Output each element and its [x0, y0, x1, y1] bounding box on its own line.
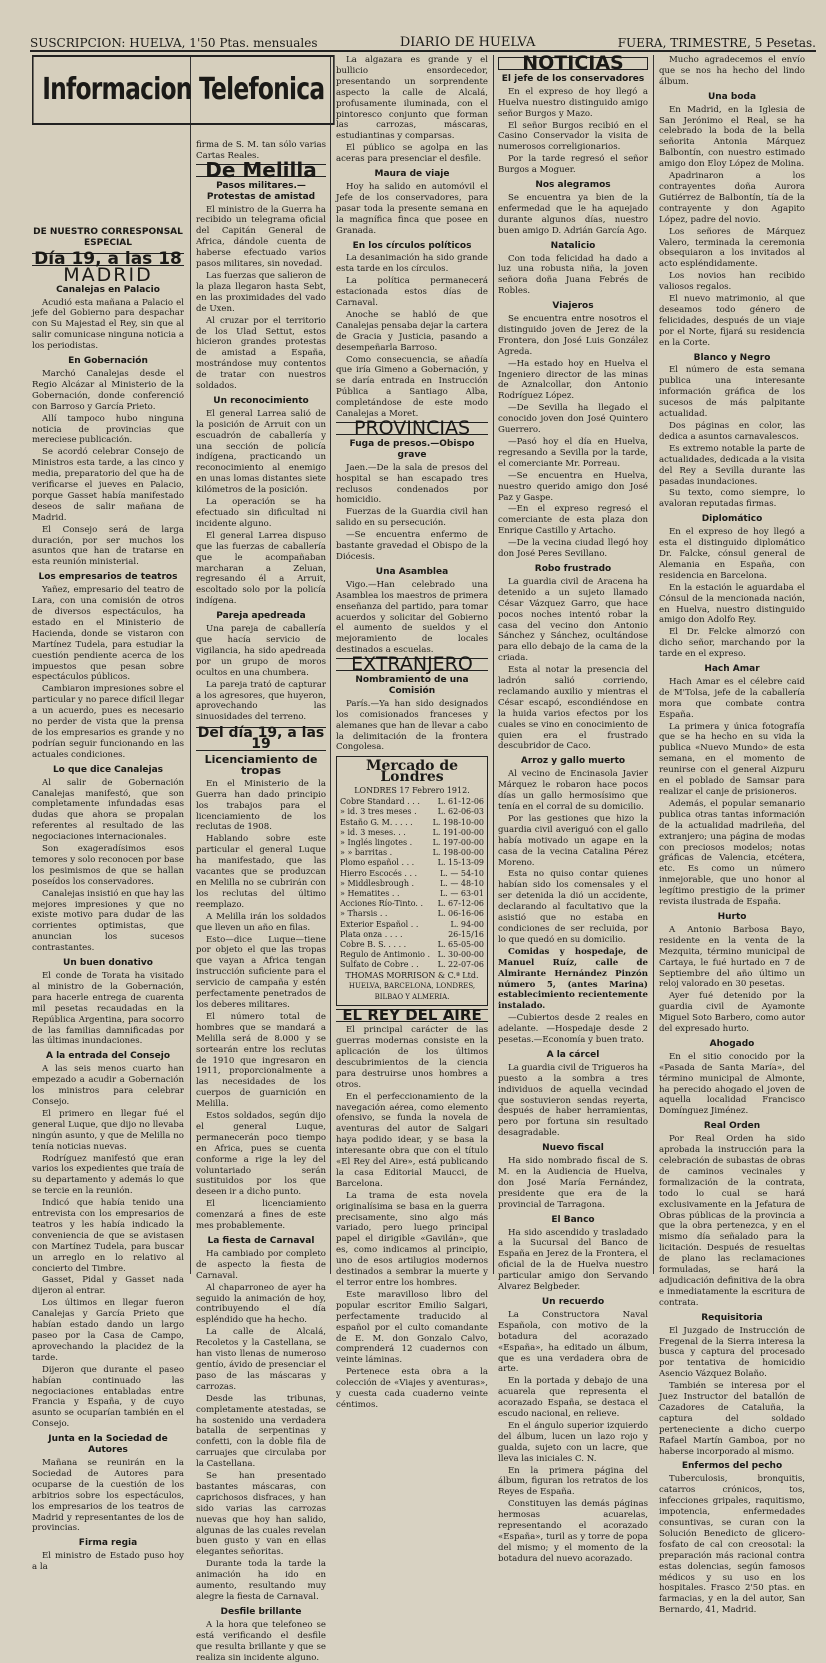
paragraph: La guardia civil de Aracena ha detenido a un sujeto llamado César Vázquez Garro, que hace pocos noches intentó robar la casa del vecino don Antonio Sánchez y Sánchez, ocultándose para ello debajo de la cama de la criada.: [498, 576, 648, 664]
masthead-spacer: [32, 127, 184, 223]
market-row: [340, 950, 484, 960]
paragraph: Se encuentra entre nosotros el distinguido joven de Jerez de la Frontera, don José Luis González Agreda.: [498, 314, 648, 357]
headline: Blanco y Negro: [693, 352, 771, 363]
paragraph: Como consecuencia, se añadía que iría Gimeno a Gobernación, y se daría entrada en Instrucción Pública a Santiago Alba, completándose de este modo Canalejas a Moret.: [336, 354, 488, 420]
advert-paragraph: Comidas y hospedaje, de Manuel Ruíz, calle de Almirante Hernández Pinzón número 5, (antes Marina) establecimiento recientemente instalado.: [498, 946, 648, 1012]
headline: A la cárcel: [546, 1049, 600, 1060]
market-item-value: L. 65-05-00: [437, 939, 484, 949]
paragraph: La pareja trató de capturar a los agresores, que huyeron, aprovechando las sinuosidades del terreno.: [196, 679, 326, 723]
paragraph: Al salir de Gobernación Canalejas manifestó, que son completamente infundadas esas dudas que ahora se propalan referentes al resultado de las negociaciones internacionales.: [32, 777, 184, 843]
paragraph: Se encuentra ya bien de la enfermedad que le ha aquejado durante algunos días, nuestro buen amigo D. Adrián García Ago.: [498, 192, 648, 236]
dateline: Día 19, a las 18: [32, 253, 184, 266]
market-row: [340, 818, 484, 828]
market-row: [340, 797, 484, 807]
market-item-name: » Hematites . .: [340, 888, 400, 898]
correspondent-subtitle: DE NUESTRO CORRESPONSAL ESPECIAL: [33, 227, 183, 248]
paragraph: Allí tampoco hubo ninguna noticia de provincias que mereciese publicación.: [32, 413, 184, 446]
headline: Natalicio: [550, 240, 596, 251]
column-rule: [190, 55, 191, 1274]
paragraph: También se interesa por el Juez Instructor del batallón de Cazadores de Cataluña, la captura del soldado perteneciente a dicho cuerpo Rafael Martín Gamboa, por no haberse incorporado al mismo.: [659, 1381, 805, 1457]
market-item-name: Exterior Español . .: [340, 919, 419, 929]
paragraph: Es extremo notable la parte de actualidades, dedicada a la visita del Rey a Sevilla durante las pasadas inundaciones.: [659, 443, 805, 487]
paragraph: En el sitio conocido por la «Pasada de Santa María», del término municipal de Almonte, ha perecido ahogado el joven de aquella localidad Francisco Domínguez Jiménez.: [659, 1051, 805, 1117]
dateline-second: Del día 19, a las 19: [197, 725, 325, 753]
headline: A la entrada del Consejo: [45, 1051, 171, 1062]
headline: Hach Amar: [704, 664, 760, 675]
market-row: [340, 899, 484, 909]
headline: Una boda: [707, 91, 757, 102]
paragraph: Su texto, como siempre, lo avaloran reputadas firmas.: [659, 488, 805, 510]
paragraph: —De Sevilla ha llegado el conocido joven don José Quintero Guerrero.: [498, 403, 648, 436]
market-item-value: L. 22-07-06: [437, 960, 484, 970]
paragraph: Dos páginas en color, las dedica a asuntos carnavalescos.: [659, 421, 805, 442]
column-3: [336, 55, 488, 1410]
paragraph: El nuevo matrimonio, al que deseamos todo género de felicidades, después de un viaje por el Norte, fijará su residencia en la Corte.: [659, 294, 805, 348]
headline: Una Asamblea: [375, 566, 449, 577]
paragraph: Al cruzar por el territorio de los Ulad Settut, estos hicieron grandes protestas de amistad a España, mostrándose muy contentos de tratar con nuestros soldados.: [196, 315, 326, 392]
paragraph: En el Ministerio de la Guerra han dado principio los trabajos para el licenciamiento de los reclutas de 1908.: [196, 778, 326, 833]
paragraph: Tuberculosis, bronquitis, catarros crónicos, tos, infecciones gripales, raquitismo, impotencia, enfermedades consuntivas, se curan con la Solución Benedicto de glicero-fosfato de cal con creosotal: la preparación más racional contra estas dolencias, según famosos médicos y su uso en los hospitales. Frasco 2'50 ptas. en farmacias, y en la del autor, San Bernardo, 41, Madrid.: [659, 1474, 805, 1616]
paragraph: Hach Amar es el célebre caid de M'Tolsa, jefe de la caballería mora que combate contra España.: [659, 676, 805, 720]
market-item-name: » » barritas .: [340, 848, 393, 858]
paragraph: Canalejas insistió en que hay las mejores impresiones y que no existe motivo para dudar de las corrientes optimistas, que anuncian los sucesos contrastantes.: [32, 888, 184, 954]
paragraph: En la primera página del álbum, figuran los retratos de los Reyes de España.: [498, 1465, 648, 1498]
market-table: [340, 797, 484, 970]
paragraph: Desde las tribunas, completamente atestadas, se ha sostenido una verdadera batalla de serpentinas y confetti, con la doble fila de carruajes que circulaba por la Castellana.: [196, 1393, 326, 1470]
market-row: [340, 858, 484, 868]
paragraph: Hoy ha salido en automóvil el Jefe de los conservadores, para pasar toda la presente semana en la magnífica finca que posee en Granada.: [336, 181, 488, 236]
market-item-value: 26-15/16: [448, 929, 484, 939]
paragraph: Son exageradísimos esos temores y solo reconocen por base los pesimismos de que se hallan poseídos los conservadores.: [32, 844, 184, 887]
market-row: [340, 920, 484, 930]
paragraph: En el expreso de hoy llegó a esta el distinguido diplomático Dr. Falcke, cónsul general de Alemania en España, con residencia en Barcelona.: [659, 527, 805, 581]
paragraph: El número de esta semana publica una interesante información gráfica de los sucesos de más palpitante actualidad.: [659, 365, 805, 420]
masthead-box: [32, 55, 332, 125]
market-row: [340, 879, 484, 889]
paragraph: Anoche se habló de que Canalejas pensaba dejar la cartera de Gracia y Justicia, pasando a desempeñarla Barroso.: [336, 309, 488, 353]
paragraph: Vigo.—Han celebrado una Asamblea los maestros de primera enseñanza del partido, para tomar acuerdos y solicitar del Gobierno el aumento de sueldos y el mejoramiento de locales destinados a escuelas.: [336, 579, 488, 656]
paragraph: Esta al notar la presencia del ladrón salió corriendo, reclamando auxilio y mientras el César escapó, escondiéndose en la huida varios efectos por los cuales se vino en conocimiento de quien era el frustrado descubridor de Caco.: [498, 665, 648, 752]
paragraph: El ministro de la Guerra ha recibido un telegrama oficial del Capitán General de Africa, dándole cuenta de haberse efectuado varios pasos militares, sin novedad.: [196, 204, 326, 270]
market-item-name: Plata onza . . . .: [340, 929, 403, 939]
column-2: [196, 140, 326, 1663]
paragraph: La Constructora Naval Española, con motivo de la botadura del acorazado «España», ha editado un álbum, que es una verdadera obra de arte.: [498, 1309, 648, 1375]
paragraph: La guardia civil de Trigueros ha puesto a la sombra a tres individuos de aquella vecindad que sostuvieron sendas reyerta, después de haber herramientas, pero por fortuna sin resultado desagradable.: [498, 1062, 648, 1139]
page-header: [30, 28, 816, 52]
paragraph: El Dr. Felcke almorzó con dicho señor, marchando por la tarde en el expreso.: [659, 627, 805, 660]
market-item-value: L. — 63-01: [439, 888, 484, 898]
headline: Pareja apedreada: [216, 611, 306, 622]
market-item-value: L. 15-13-09: [437, 858, 484, 868]
headline: Un reconocimiento: [213, 395, 309, 406]
market-row: [340, 848, 484, 858]
paragraph: En el expreso de hoy llegó a Huelva nuestro distinguido amigo señor Burgos y Mazo.: [498, 86, 648, 119]
paragraph: La política permanecerá estacionada estos días de Carnaval.: [336, 276, 488, 309]
paragraph: Pertenece esta obra a la colección de «Viajes y aventuras», y cuesta cada cuaderno veinte céntimos.: [336, 1367, 488, 1410]
market-item-name: Plomo español . . .: [340, 858, 415, 868]
paragraph: Constituyen las demás páginas hermosas acuarelas, representando el acorazado «España», turil as y torre de popa del mismo; y el momento de la botadura del nuevo acorazado.: [498, 1499, 648, 1564]
market-item-value: L. 06-16-06: [437, 909, 484, 919]
paragraph: —Ha estado hoy en Huelva el Ingeniero director de las minas de Aznalcollar, don Antonio Rodríguez López.: [498, 358, 648, 402]
headline: Diplomático: [701, 514, 763, 525]
headline: En los círculos políticos: [352, 240, 472, 251]
market-item-name: Estaño G. M. . . . .: [340, 817, 413, 827]
paragraph: En la estación le aguardaba el Cónsul de la mencionada nación, en Huelva, nuestro distinguido amigo don Adolfo Rey.: [659, 582, 805, 626]
paragraph: Este maravilloso libro del popular escritor Emilio Salgari, perfectamente traducido al español por el culto comandante de E. M. don Gonzalo Calvo, comprenderá 12 cuadernos con veinte láminas.: [336, 1289, 488, 1366]
paragraph: Los señores de Márquez Valero, terminada la ceremonia obsequiaron a los invitados al acto espléndidamente.: [659, 226, 805, 270]
paragraph: El general Larrea salió de la posición de Arruit con un escuadrón de caballería y una sección de policía indígena, practicando un reconocimiento al enemigo en unas lomas distantes siete kilómetros de la posición.: [196, 408, 326, 496]
column-rule: [330, 55, 331, 1274]
market-row: [340, 960, 484, 970]
paragraph: La calle de Alcalá, Recoletos y la Castellana, se han visto llenas de numeroso gentío, ávido de presenciar el paso de las máscaras y carrozas.: [196, 1327, 326, 1392]
book-title: EL REY DEL AIRE: [336, 1009, 488, 1022]
paragraph: El general Larrea dispuso que las fuerzas de caballería que le acompañaban marcharan a Zeluan, regresando él a Arruit, escoltado solo por la policía indígena.: [196, 530, 326, 607]
paragraph: —Se encuentra enfermo de bastante gravedad el Obispo de la Diócesis.: [336, 530, 488, 562]
headline: Nuevo fiscal: [542, 1143, 604, 1154]
market-item-value: L. 94-00: [450, 919, 484, 929]
column-rule: [493, 55, 494, 1274]
paragraph: Jaen.—De la sala de presos del hospital se han escapado tres reclusos condenados por homicidio.: [336, 462, 488, 506]
headline: Robo frustrado: [534, 563, 612, 574]
market-row: [340, 889, 484, 899]
paragraph: París.—Ya han sido designados los comisionados franceses y alemanes que han de llevar a cabo la delimitación de la frontera Congolesa.: [336, 698, 488, 753]
paragraph: El conde de Torata ha visitado al ministro de la Gobernación, para hacerle entrega de cuarenta mil pesetas recaudadas en la República Argentina, para socorro de las familias damnificadas por las últimas inundaciones.: [32, 971, 184, 1047]
headline: Un recuerdo: [541, 1296, 605, 1307]
paragraph: Mañana se reunirán en la Sociedad de Autores para ocuparse de la cuestión de los arbitrios sobre los espectáculos, los empresarios de los teatros de Madrid y representantes de los de provincias.: [32, 1457, 184, 1534]
headline: Desfile brillante: [220, 1606, 302, 1617]
paragraph: —De la vecina ciudad llegó hoy don José Peres Sevillano.: [498, 538, 648, 560]
paragraph: Cambiaron impresiones sobre el particular y no parece difícil llegar a un acuerdo, pues es necesario no perder de vista que la prensa de los empresarios es grande y no podrían seguir funcionando en las actuales condiciones.: [32, 684, 185, 760]
paragraph: Durante toda la tarde la animación ha ido en aumento, resultando muy alegre la fiesta de Carnaval.: [196, 1559, 326, 1602]
paragraph: Rodríguez manifestó que eran varios los expedientes que traía de su departamento y además lo que se tercie en la reunión.: [32, 1153, 185, 1197]
market-row: [340, 930, 484, 940]
market-row: [340, 940, 484, 950]
market-item-value: L. 198-00-00: [432, 848, 484, 858]
column-5: [659, 55, 805, 1616]
section-noticias: NOTICIAS: [498, 57, 648, 70]
paragraph: Al chaparroneo de ayer ha seguido la animación de hoy, contribuyendo el día espléndido que ha hecho.: [196, 1282, 326, 1326]
market-title: Mercado de Londres: [365, 758, 459, 786]
paragraph: En el ángulo superior izquierdo del álbum, lucen un lazo rojo y gualda, sujeto con un lacre, que lleva las iniciales C. N.: [498, 1420, 648, 1464]
masthead: Informacion Telefonica: [32, 55, 335, 125]
market-item-name: Acciones Río-Tinto. .: [340, 899, 424, 909]
paragraph: firma de S. M. tan sólo varias Cartas Reales.: [196, 140, 326, 161]
paragraph: Además, el popular semanario publica otras tantas información de la actualidad madrileña, del extranjero; una página de modas con preciosos modelos; notas gráficas de Valencia, etcétera, etc. Es como un número inmejorable, que uno honor al legítimo prestigio de la primer revista ilustrada de España.: [659, 798, 805, 908]
paragraph: Yañez, empresario del teatro de Lara, con una comisión de otros de diversos espectáculos, ha estado en el Ministerio de Hacienda, donde se vistaron con Martínez Tudela, para estudiar la cuestión pendiente acerca de los impuestos que pesan sobre espectáculos públicos.: [32, 585, 184, 683]
paragraph: Por la tarde regresó el señor Burgos a Moguer.: [498, 154, 648, 176]
paragraph: Esta no quiso contar quienes habían sido los comensales y el ser detenida la dió un accidente, declarando al facultativo que la asistió que no estaba en condiciones de ser recluida, por lo que quedó en su domicilio.: [498, 869, 648, 945]
market-item-value: L. — 54-10: [439, 868, 484, 878]
column-4: [498, 52, 648, 1564]
market-item-value: L. 61-12-06: [437, 797, 484, 807]
newspaper-title: DIARIO DE HUELVA: [399, 35, 536, 50]
paragraph: En el perfeccionamiento de la navegación aérea, como elemento ofensivo, se funda la novela de aventuras del autor de Salgari haya podido idear, y se basa la interesante obra que con el título «El Rey del Aire», está publicando la casa Editorial Maucci, de Barcelona.: [336, 1091, 488, 1189]
section-extranjero: EXTRANJERO: [336, 658, 488, 671]
market-item-value: L. 67-12-06: [437, 899, 484, 909]
paragraph: —Cubiertos desde 2 reales en adelante. —Hospedaje desde 2 pesetas.—Economía y buen trato.: [498, 1013, 648, 1046]
paragraph: En la portada y debajo de una acuarela que representa el acorazado España, se destaca el escudo nacional, en relieve.: [498, 1376, 648, 1420]
paragraph: Una pareja de caballería que hacía servicio de vigilancia, ha sido apedreada por un grupo de moros ocultos en una chumbera.: [196, 624, 326, 678]
paragraph: El principal carácter de las guerras modernas consiste en la aplicación de los últimos descubrimientos de la ciencia para destruirse unos hombres a otros.: [336, 1025, 488, 1090]
market-cities: HUELVA, BARCELONA, LONDRES, BILBAO Y ALMERIA.: [348, 982, 476, 1002]
headline: Nombramiento de una Comisión: [355, 675, 469, 696]
headline: Licenciamiento de tropas: [204, 753, 318, 777]
market-item-value: L. 62-06-03: [437, 807, 484, 817]
paragraph: Se han presentado bastantes máscaras, con caprichosos disfraces, y han sido varias las carrozas nuevas que hoy han salido, algunas de las cuales revelan buen gusto y van en ellas elegantes señoritas.: [196, 1471, 326, 1558]
market-row: [340, 838, 484, 848]
paragraph: El señor Burgos recibió en el Casino Conservador la visita de numerosos correligionarios.: [498, 120, 648, 153]
market-item-value: L. 30-00-00: [437, 950, 484, 960]
paragraph: Al vecino de Encinasola Javier Márquez le robaron hace pocos días un gallo hermosísimo que tenía en el corral de su domicilio.: [498, 769, 648, 812]
market-item-name: » Middlesbrough .: [340, 878, 415, 888]
section-melilla: De Melilla: [196, 164, 326, 177]
headline: La fiesta de Carnaval: [207, 1236, 315, 1246]
paragraph: Ha cambiado por completo de aspecto la fiesta de Carnaval.: [196, 1248, 326, 1281]
market-row: [340, 909, 484, 919]
paragraph: El ministro de Estado puso hoy a la: [32, 1551, 184, 1573]
paragraph: —En el expreso regresó el comerciante de esta plaza don Enrique Castillo y Artacho.: [498, 504, 648, 537]
paragraph: Con toda felicidad ha dado a luz una robusta niña, la joven señora doña Juana Febrés de Robles.: [498, 253, 648, 297]
paragraph: La operación se ha efectuado sin dificultad ni incidente alguno.: [196, 497, 326, 529]
paragraph: Los novios han recibido valiosos regalos.: [659, 271, 805, 293]
headline: Arroz y gallo muerto: [520, 756, 626, 767]
paragraph: Apadrinaron a los contrayentes doña Aurora Gutiérrez de Balbontín, tía de la contrayente y don Agapito López, padre del novio.: [659, 171, 805, 225]
paragraph: Las fuerzas que salieron de la plaza llegaron hasta Sebt, en las proximidades del vado de Uxen.: [196, 270, 326, 314]
market-item-name: Sulfato de Cobre . .: [340, 960, 419, 970]
paragraph: La primera y única fotografía que se ha hecho en su vida la publica «Nuevo Mundo» de esta semana, en el momento de reunirse con el general Aizpuru en el poblado de Samsar para realizar el canje de prisioneros.: [659, 721, 805, 797]
headline: Viajeros: [552, 301, 594, 312]
paragraph: El Juzgado de Instrucción de Fregenal de la Sierra interesa la busca y captura del procesado por tentativa de homicidio Asencio Vázquez Bolaño.: [659, 1325, 805, 1380]
paragraph: La trama de esta novela originalísima se basa en la guerra precisamente, sino algo más variado, pero luego principal papel el dirigible «Gavilán», que es, como indicamos al principio, uno de esos artilugios modernos destinados a sembrar la muerte y el terror entre los hombres.: [336, 1190, 488, 1289]
paragraph: Mucho agradecemos el envío que se nos ha hecho del lindo álbum.: [659, 55, 805, 87]
paragraph: Esto—dice Luque—tiene por objeto el que las tropas que vayan a Africa tengan instrucción suficiente para el servicio de campaña y estén perfectamente penetrados de los deberes militares.: [196, 934, 326, 1010]
paragraph: Gasset, Pidal y Gasset nada dijeron al entrar.: [32, 1275, 184, 1297]
market-item-name: » Tharsis . .: [340, 909, 388, 919]
paragraph: El número total de hombres que se mandará a Melilla será de 8.000 y se sortearán entre los reclutas de 1910 que ingresaron en 1911, proporcionalmente a las necesidades de los cuerpos de guarnición en Melilla.: [196, 1011, 326, 1110]
paragraph: —Se encuentra en Huelva, nuestro querido amigo don José Paz y Gaspe.: [498, 470, 648, 503]
market-item-name: Cobre Standard . . .: [340, 797, 420, 807]
market-item-name: Regulo de Antimonio .: [340, 950, 431, 960]
column-rule: [653, 55, 654, 1274]
paragraph: Se acordó celebrar Consejo de Ministros esta tarde, a las cinco y media, preparatorio del que ha de verificarse el jueves en Palacio, porque Gasset había manifestado deseos de salir mañana de Madrid.: [32, 447, 184, 523]
headline: Hurto: [717, 911, 747, 922]
headline: Firma regia: [78, 1538, 138, 1549]
headline: En Gobernación: [68, 356, 148, 367]
paragraph: A Antonio Barbosa Bayo, residente en la venta de la Mezquita, término municipal de Cartaya, le fué hurtado en 7 de Septiembre del año último un reloj valorado en 30 pesetas.: [659, 924, 805, 990]
headline: Real Orden: [703, 1121, 761, 1132]
paragraph: Fuerzas de la Guardia civil han salido en su persecución.: [336, 507, 488, 529]
section-madrid: MADRID: [63, 263, 153, 286]
market-item-value: L. — 48-10: [439, 878, 484, 888]
market-item-value: L. 191-00-00: [432, 827, 484, 837]
paragraph: El licenciamiento comenzará a fines de este mes probablemente.: [196, 1199, 326, 1232]
market-item-name: » Inglés lingotes .: [340, 837, 413, 847]
headline: Maura de viaje: [374, 169, 450, 180]
paragraph: Estos soldados, según dijo el general Luque, permanecerán poco tiempo en Africa, pues se cuenta conforme a rige la ley del voluntariado serán sustituidos por los que deseen ir a dicho punto.: [196, 1111, 326, 1198]
market-row: [340, 828, 484, 838]
paragraph: A la hora que telefoneo se está verificando el desfile que resulta brillante y que se realiza sin incidente alguno.: [196, 1619, 326, 1663]
paragraph: Por las gestiones que hizo la guardia civil averiguó con el gallo había motivado un agape en la casa de la vecina Catalina Pérez Moreno.: [498, 813, 648, 868]
headline: Junta en la Sociedad de Autores: [48, 1434, 168, 1456]
market-date: LONDRES 17 Febrero 1912.: [354, 786, 470, 796]
paragraph: El Consejo será de larga duración, por ser muchos los asuntos que han de tratarse en esta reunión ministerial.: [32, 524, 184, 568]
market-box: [336, 756, 488, 1006]
headline: Lo que dice Canalejas: [52, 764, 164, 775]
headline: Un buen donativo: [63, 958, 153, 969]
paragraph: A las seis menos cuarto han empezado a acudir a Gobernación los ministros para celebrar Consejo.: [32, 1064, 184, 1107]
headline: Requisitoria: [701, 1312, 763, 1323]
headline: El Banco: [551, 1214, 595, 1225]
market-item-value: L. 198-10-00: [432, 817, 484, 827]
paragraph: Ha sido nombrado fiscal de S. M. en la Audiencia de Huelva, don José María Fernández, presidente que era de la provincial de Tarragona.: [498, 1156, 648, 1210]
paragraph: Acudió esta mañana a Palacio el jefe del Gobierno para despachar con Su Majestad el Rey, sin que al salir comunicase ninguna noticia a los periodistas.: [32, 297, 184, 352]
subscription-outside: FUERA, TRIMESTRE, 5 Pesetas.: [617, 36, 816, 50]
paragraph: —Pasó hoy el día en Huelva, regresando a Sevilla por la tarde, el comerciante Mr. Porreau.: [498, 437, 648, 469]
paragraph: Los últimos en llegar fueron Canalejas y García Prieto que habían estado dando un largo paseo por la Casa de Campo, aprovechando la placidez de la tarde.: [32, 1298, 184, 1363]
headline: El jefe de los conservadores: [501, 73, 645, 84]
market-item-name: » id. 3 tres meses .: [340, 807, 417, 817]
market-item-name: Cobre B. S. . . . .: [340, 939, 407, 949]
headline: Enfermos del pecho: [681, 1461, 783, 1472]
market-row: [340, 869, 484, 879]
paragraph: Ayer fué detenido por la guardia civil de Ayamonte Miguel Soto Barbero, como autor del expresado hurto.: [659, 991, 805, 1035]
headline: Los empresarios de teatros: [38, 572, 178, 583]
subscription-local: SUSCRIPCION: HUELVA, 1'50 Ptas. mensuales: [30, 36, 318, 50]
paragraph: A Melilla irán los soldados que lleven un año en filas.: [196, 911, 326, 933]
market-item-name: » id. 3 meses. . .: [340, 827, 406, 837]
market-item-name: Hierro Escocés . . .: [340, 868, 418, 878]
market-firm: THOMAS MORRISON & C.ª Ltd.: [345, 970, 479, 980]
headline: Canalejas en Palacio: [56, 284, 160, 295]
paragraph: El público se agolpa en las aceras para presenciar el desfile.: [336, 143, 488, 165]
headline: Pasos militares.—Protestas de amistad: [206, 180, 316, 202]
paragraph: Dijeron que durante el paseo habían continuado las negociaciones entabladas entre Francia y España, y de cuyo asunto se ocuparían también en el Consejo.: [32, 1364, 184, 1430]
section-provincias: PROVINCIAS: [336, 422, 488, 435]
paragraph: La desanimación ha sido grande esta tarde en los círculos.: [336, 253, 488, 275]
paragraph: En Madrid, en la Iglesia de San Jerónimo el Real, se ha celebrado la boda de la bella señorita Antonia Márquez Balbontín, con nuestro estimado amigo don Eloy López de Molina.: [659, 104, 805, 170]
market-item-value: L. 197-00-00: [432, 837, 484, 847]
paragraph: Indicó que había tenido una entrevista con los empresarios de teatros y les había indicado la conveniencia de que se avistasen con Martínez Tudela, para buscar un arreglo en lo relativo al concierto del Timbre.: [32, 1198, 184, 1274]
paragraph: Hablando sobre este particular el general Luque ha manifestado, que las vacantes que se produzcan en Melilla no se cubrirán con los reclutas del último reemplazo.: [196, 834, 326, 910]
paragraph: Ha sido ascendido y trasladado a la Sucursal del Banco de España en Jerez de la Frontera, el oficial de la de Huelva nuestro particular amigo don Servando Alvarez Belgbeder.: [498, 1227, 648, 1293]
paragraph: Marchó Canalejas desde el Regio Alcázar al Ministerio de la Gobernación, donde conferenció con Barroso y García Prieto.: [32, 368, 184, 412]
market-row: [340, 807, 484, 817]
paragraph: El primero en llegar fué el general Luque, que dijo no llevaba ningún asunto, y que de Melilla no tenía noticias nuevas.: [32, 1108, 184, 1152]
headline: Fuga de presos.—Obispo grave: [349, 438, 475, 460]
headline: Nos alegramos: [535, 180, 611, 191]
paragraph: La algazara es grande y el bullicio ensordecedor, presentando un sorprendente aspecto la calle de Alcalá, profusamente iluminada, con el pintoresco conjunto que forman las carrozas, máscaras, estudiantinas y comparsas.: [336, 55, 488, 142]
headline: Ahogado: [709, 1038, 755, 1049]
paragraph: Por Real Orden ha sido aprobada la instrucción para la celebración de subastas de obras de caminos vecinales y formalización de la contrata, todo lo cual se hará exclusivamente en la Jefatura de Obras públicas de la provincia a que la obra pertenezca, y en el mismo día señalado para la licitación. Después de resueltas de plano las reclamaciones formuladas, se hará la adjudicación definitiva de la obra e inmediatamente la escritura de contrata.: [659, 1134, 805, 1308]
